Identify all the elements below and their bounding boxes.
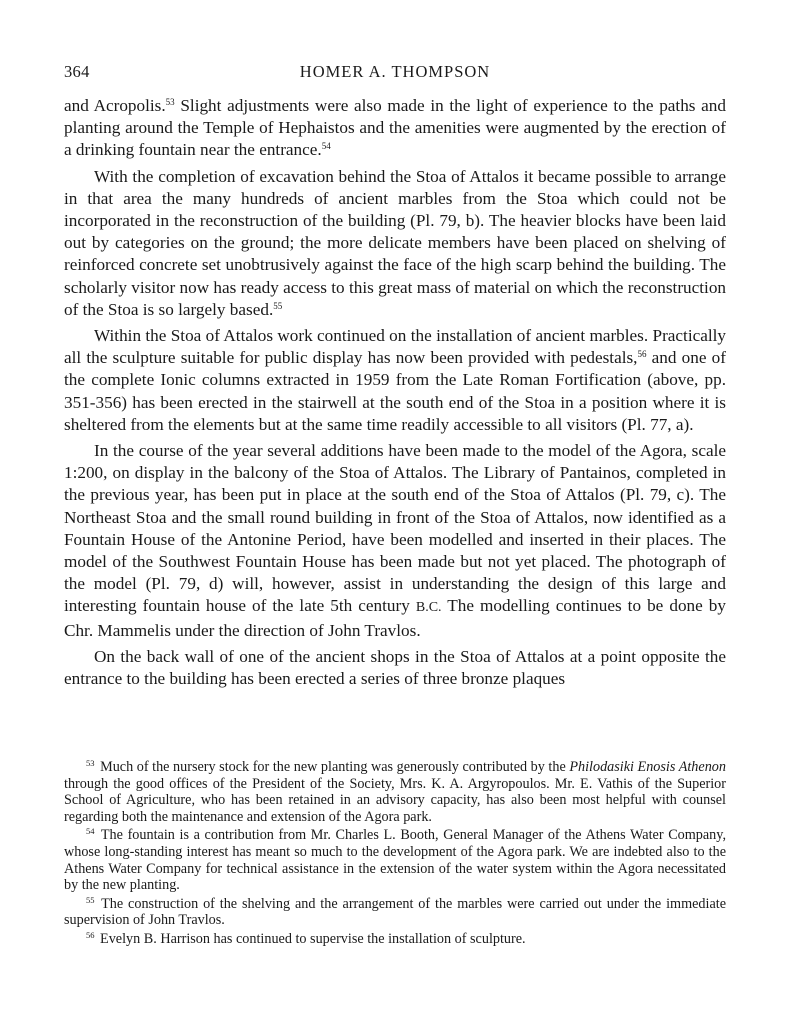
main-text bbox=[64, 95, 726, 694]
paragraph-text: and Acropolis. bbox=[64, 96, 166, 115]
paragraph-3 bbox=[64, 325, 726, 436]
footnote-number: 54 bbox=[86, 826, 95, 837]
footnote-text: The fountain is a contribution from Mr. Charles L. Booth, General Manager of the Athens Water Company, whose long-standing interest has meant so much to the development of the Agora park. We are indebted also to the Athens Water Company for technical assistance in the extension of the water system within the Agora necessitated by the new planting. bbox=[64, 827, 726, 894]
paragraph-text: In the course of the year several additions have been made to the model of the Agora, scale 1:200, on display in the balcony of the Stoa of Attalos. The Library of Pantainos, completed in the previous year, has been put in place at the south end of the Stoa of Attalos (Pl. 79, c). The Northeast Stoa and the small round building in front of the Stoa of Attalos, now identified as a Fountain House of the Antonine Period, have been modelled and inserted in their places. The model of the Southwest Fountain House has been made but not yet placed. The photograph of the model (Pl. 79, d) will, however, assist in understanding the design of this large and interesting fountain house of the late 5th century bbox=[64, 441, 726, 616]
page-number: 364 bbox=[64, 62, 90, 81]
era-abbreviation: B.C. bbox=[415, 600, 442, 616]
footnote-54 bbox=[64, 827, 726, 893]
paragraph-text: The modelling continues to be done by Chr. Mammelis under the direction of John Travlos. bbox=[64, 596, 726, 640]
paragraph-4 bbox=[64, 440, 726, 642]
footnote-55 bbox=[64, 896, 726, 929]
footnotes bbox=[64, 759, 726, 950]
footnote-text: through the good offices of the President of the Society, Mrs. K. A. Argyropoulos. Mr. E. Vathis of the Superior School of Agriculture, who has been retained in an advisory capacity, has also been most helpful with counsel regarding both the maintenance and extension of the Agora park. bbox=[64, 775, 726, 825]
footnote-text: Evelyn B. Harrison has continued to supervise the installation of sculpture. bbox=[96, 930, 526, 947]
footnote-ref-56[interactable]: 56 bbox=[637, 349, 647, 360]
footnote-56 bbox=[64, 931, 726, 948]
running-head-author: HOMER A. THOMPSON bbox=[299, 62, 491, 81]
footnote-number: 53 bbox=[86, 758, 95, 768]
footnote-ref-55[interactable]: 55 bbox=[273, 300, 283, 311]
paragraph-text: Within the Stoa of Attalos work continued on the installation of ancient marbles. Practically all the sculpture suitable for public display has now been provided with pedestals, bbox=[64, 326, 726, 368]
paragraph-text: With the completion of excavation behind the Stoa of Attalos it became possible to arrange in that area the many hundreds of ancient marbles from the Stoa which could not be incorporated in the reconstruction of the building (Pl. 79, b). The heavier blocks have been laid out by categories on the ground; the more delicate members have been placed on shelving of reinforced concrete set unobtrusively against the face of the high scarp behind the building. The scholarly visitor now has ready access to this great mass of material on which the reconstruction of the Stoa is so largely based. bbox=[64, 166, 727, 319]
paragraph-text: Slight adjustments were also made in the light of experience to the paths and planting around the Temple of Hephaistos and the amenities were augmented by the erection of a drinking fountain near the entrance. bbox=[64, 96, 726, 160]
paragraph-text: and one of the complete Ionic columns extracted in 1959 from the Late Roman Fortification (above, pp. 351-356) has been erected in the stairwell at the south end of the Stoa in a position where it is sheltered from the elements but at the same time readily accessible to all visitors (Pl. 77, a). bbox=[64, 348, 726, 434]
paragraph-5 bbox=[64, 646, 726, 690]
footnote-ref-53[interactable]: 53 bbox=[165, 97, 175, 107]
footnote-number: 55 bbox=[86, 894, 95, 905]
footnote-53 bbox=[64, 759, 726, 825]
footnote-number: 56 bbox=[86, 929, 95, 940]
footnote-text: The construction of the shelving and the arrangement of the marbles were carried out under the immediate supervision of John Travlos. bbox=[64, 895, 726, 929]
footnote-text: Much of the nursery stock for the new planting was generously contributed by the bbox=[96, 759, 570, 775]
paragraph-text: On the back wall of one of the ancient shops in the Stoa of Attalos at a point opposite the entrance to the building has been erected a series of three bronze plaques bbox=[64, 646, 726, 689]
footnote-ref-54[interactable]: 54 bbox=[321, 141, 331, 152]
running-header bbox=[64, 62, 726, 86]
paragraph-2 bbox=[64, 166, 726, 321]
footnote-italic-text: Philodasiki Enosis Athenon bbox=[569, 759, 726, 775]
paragraph-1 bbox=[64, 95, 726, 162]
